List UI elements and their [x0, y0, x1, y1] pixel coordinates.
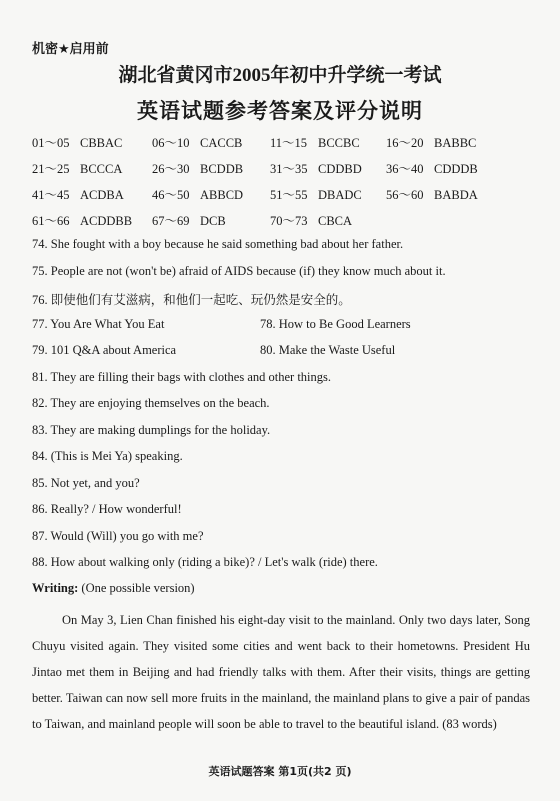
answer-letters: CACCB	[200, 136, 243, 150]
answer-cell	[32, 185, 124, 203]
answer-81: 81. They are filling their bags with clothes and other things.	[32, 370, 332, 384]
answer-letters: BCDDB	[200, 162, 244, 176]
answer-letters: CBBAC	[80, 136, 123, 150]
writing-label: Writing:	[32, 581, 79, 595]
answer-83: 83. They are making dumplings for the holiday.	[32, 423, 271, 437]
writing-note: (One possible version)	[81, 581, 195, 595]
answer-86: 86. Really? / How wonderful!	[32, 502, 182, 516]
page-footer: 英语试题答案 第1页(共2 页)	[208, 765, 352, 778]
question-range: 70～73	[270, 214, 308, 228]
answer-cell	[386, 159, 478, 177]
answer-cell	[32, 133, 122, 151]
question-range: 56～60	[386, 188, 424, 202]
answer-letters: ACDBA	[80, 188, 124, 202]
question-range: 21～25	[32, 162, 70, 176]
answer-77: 77. You Are What You Eat	[32, 317, 165, 331]
answer-cell	[386, 133, 476, 151]
answer-row	[32, 133, 532, 159]
answer-letters: CBCA	[318, 214, 353, 228]
answer-82: 82. They are enjoying themselves on the beach.	[32, 396, 270, 410]
question-range: 31～35	[270, 162, 308, 176]
question-range: 41～45	[32, 188, 70, 202]
sample-essay: On May 3, Lien Chan finished his eight-day visit to the mainland. Only two days later, Song Chuyu visited again. They visited some cities and went back to their hometowns. President Hu Jintao met them in Beijing and had friendly talks with them. After their visits, things are getting better. Taiwan can now sell more fruits in the mainland, the mainland plans to give a pair of pandas to Taiwan, and mainland people will soon be able to travel to the beautiful island. (83 words)	[32, 613, 530, 731]
answer-cell	[386, 185, 478, 203]
answer-74: 74. She fought with a boy because he said something bad about her father.	[32, 237, 404, 251]
question-range: 67～69	[152, 214, 190, 228]
answer-cell	[270, 211, 352, 229]
answer-row	[32, 211, 532, 237]
answer-80: 80. Make the Waste Useful	[260, 343, 396, 357]
answer-letters: BABBC	[434, 136, 477, 150]
answer-87: 87. Would (Will) you go with me?	[32, 529, 204, 543]
answer-row	[32, 185, 532, 211]
answer-letters: ACDDBB	[80, 214, 133, 228]
answer-letters: CDDBD	[318, 162, 362, 176]
answer-cell	[152, 211, 226, 229]
answer-letters: BCCCA	[80, 162, 123, 176]
answer-key-title: 英语试题参考答案及评分说明	[137, 99, 423, 123]
answer-76: 76. 即使他们有艾滋病，和他们一起吃、玩仍然是安全的。	[32, 293, 351, 307]
question-range: 26～30	[152, 162, 190, 176]
answer-letters: CDDDB	[434, 162, 478, 176]
answer-75: 75. People are not (won't be) afraid of AIDS because (if) they know much about it.	[32, 264, 446, 278]
answer-cell	[32, 159, 122, 177]
answer-cell	[32, 211, 132, 229]
answer-row	[32, 159, 532, 185]
question-range: 46～50	[152, 188, 190, 202]
answer-cell	[270, 159, 362, 177]
answer-85: 85. Not yet, and you?	[32, 476, 140, 490]
answer-cell	[152, 133, 242, 151]
answer-letters: DCB	[200, 214, 226, 228]
answer-cell	[152, 185, 243, 203]
question-range: 36～40	[386, 162, 424, 176]
answer-letters: ABBCD	[200, 188, 244, 202]
question-range: 11～15	[270, 136, 308, 150]
question-range: 61～66	[32, 214, 70, 228]
confidential-label: 机密★启用前	[32, 42, 109, 57]
answer-79: 79. 101 Q&A about America	[32, 343, 177, 357]
answer-cell	[270, 133, 360, 151]
exam-title: 湖北省黄冈市2005年初中升学统一考试	[118, 65, 442, 86]
answer-88: 88. How about walking only (riding a bike)? / Let's walk (ride) there.	[32, 555, 378, 569]
answer-78: 78. How to Be Good Learners	[260, 317, 411, 331]
answer-grid	[32, 133, 532, 237]
question-range: 51～55	[270, 188, 308, 202]
answer-cell	[152, 159, 243, 177]
question-range: 06～10	[152, 136, 190, 150]
answer-cell	[270, 185, 362, 203]
question-range: 01～05	[32, 136, 70, 150]
answer-letters: BABDA	[434, 188, 478, 202]
question-range: 16～20	[386, 136, 424, 150]
answer-letters: DBADC	[318, 188, 362, 202]
answer-letters: BCCBC	[318, 136, 360, 150]
answer-84: 84. (This is Mei Ya) speaking.	[32, 449, 183, 463]
writing-heading	[32, 581, 195, 596]
